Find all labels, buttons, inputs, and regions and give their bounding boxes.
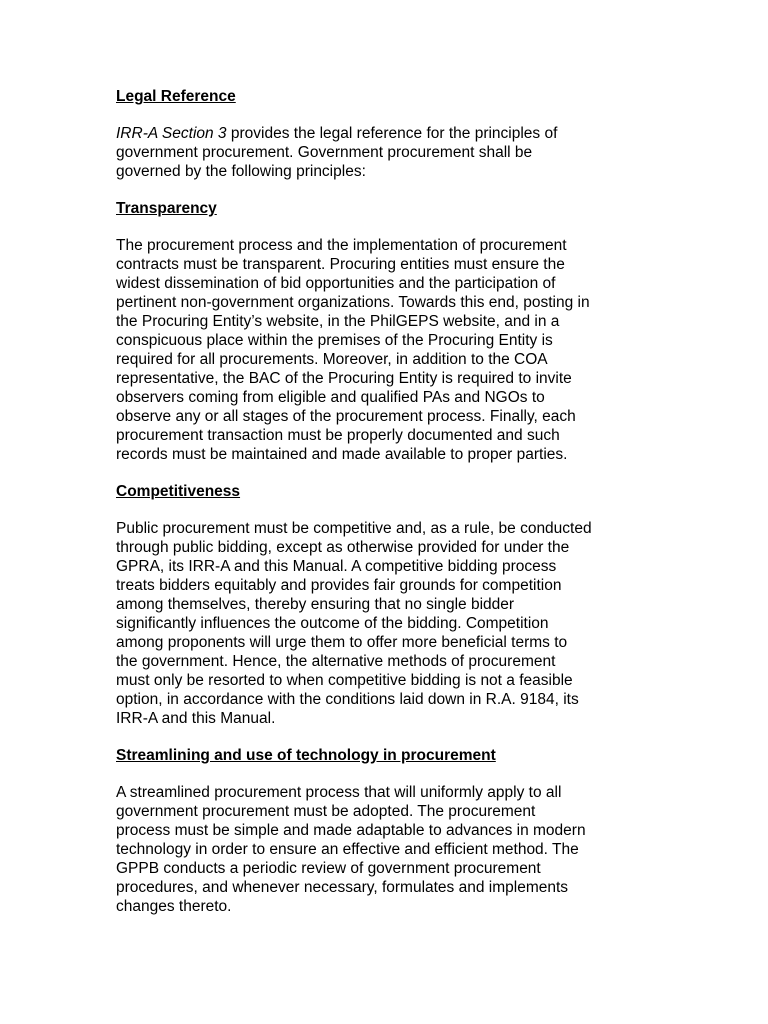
paragraph-line: process must be simple and made adaptable to advances in modern bbox=[116, 822, 586, 839]
paragraph-line: contracts must be transparent. Procuring entities must ensure the bbox=[116, 256, 565, 273]
heading-streamlining: Streamlining and use of technology in procurement bbox=[116, 747, 496, 764]
paragraph-line: pertinent non-government organizations. Towards this end, posting in bbox=[116, 294, 590, 311]
paragraph-line: The procurement process and the implementation of procurement bbox=[116, 237, 567, 254]
paragraph-line: GPPB conducts a periodic review of government procurement bbox=[116, 860, 541, 877]
heading-competitiveness: Competitiveness bbox=[116, 483, 241, 500]
paragraph-line: technology in order to ensure an effective and efficient method. The bbox=[116, 841, 579, 858]
paragraph-line: must only be resorted to when competitive bidding is not a feasible bbox=[116, 672, 573, 689]
document-page bbox=[116, 87, 656, 934]
paragraph-line: changes thereto. bbox=[116, 898, 232, 915]
paragraph-line: treats bidders equitably and provides fair grounds for competition bbox=[116, 577, 562, 594]
paragraph-line: widest dissemination of bid opportunities and the participation of bbox=[116, 275, 556, 292]
paragraph-line: IRR-A and this Manual. bbox=[116, 710, 276, 727]
paragraph-line-text: provides the legal reference for the principles of bbox=[226, 125, 558, 142]
paragraph-transparency bbox=[116, 236, 656, 464]
heading-transparency: Transparency bbox=[116, 200, 217, 217]
paragraph-line: significantly influences the outcome of the bidding. Competition bbox=[116, 615, 549, 632]
paragraph-legal-reference bbox=[116, 124, 656, 181]
paragraph-line: among proponents will urge them to offer more beneficial terms to bbox=[116, 634, 568, 651]
paragraph-line: procurement transaction must be properly documented and such bbox=[116, 427, 560, 444]
paragraph-line: observers coming from eligible and qualified PAs and NGOs to bbox=[116, 389, 545, 406]
paragraph-line: required for all procurements. Moreover, in addition to the COA bbox=[116, 351, 548, 368]
paragraph-line: records must be maintained and made available to proper parties. bbox=[116, 446, 568, 463]
paragraph-line: procedures, and whenever necessary, formulates and implements bbox=[116, 879, 569, 896]
paragraph-line: option, in accordance with the conditions laid down in R.A. 9184, its bbox=[116, 691, 579, 708]
paragraph-line: the government. Hence, the alternative methods of procurement bbox=[116, 653, 556, 670]
paragraph-line: GPRA, its IRR-A and this Manual. A competitive bidding process bbox=[116, 558, 557, 575]
paragraph-line: among themselves, thereby ensuring that no single bidder bbox=[116, 596, 515, 613]
paragraph-line: Public procurement must be competitive and, as a rule, be conducted bbox=[116, 520, 592, 537]
paragraph-line: conspicuous place within the premises of the Procuring Entity is bbox=[116, 332, 553, 349]
paragraph-line: governed by the following principles: bbox=[116, 163, 366, 180]
paragraph-line: observe any or all stages of the procurement process. Finally, each bbox=[116, 408, 576, 425]
irr-a-section-3-reference: IRR-A Section 3 bbox=[116, 125, 227, 142]
paragraph-line: through public bidding, except as otherwise provided for under the bbox=[116, 539, 570, 556]
paragraph-line: government procurement must be adopted. The procurement bbox=[116, 803, 536, 820]
paragraph-line: government procurement. Government procurement shall be bbox=[116, 144, 533, 161]
paragraph-line: A streamlined procurement process that will uniformly apply to all bbox=[116, 784, 562, 801]
heading-legal-reference: Legal Reference bbox=[116, 88, 236, 105]
paragraph-line bbox=[116, 124, 656, 143]
paragraph-line: the Procuring Entity’s website, in the PhilGEPS website, and in a bbox=[116, 313, 560, 330]
paragraph-streamlining bbox=[116, 783, 656, 916]
paragraph-competitiveness bbox=[116, 519, 656, 728]
paragraph-line: representative, the BAC of the Procuring Entity is required to invite bbox=[116, 370, 572, 387]
